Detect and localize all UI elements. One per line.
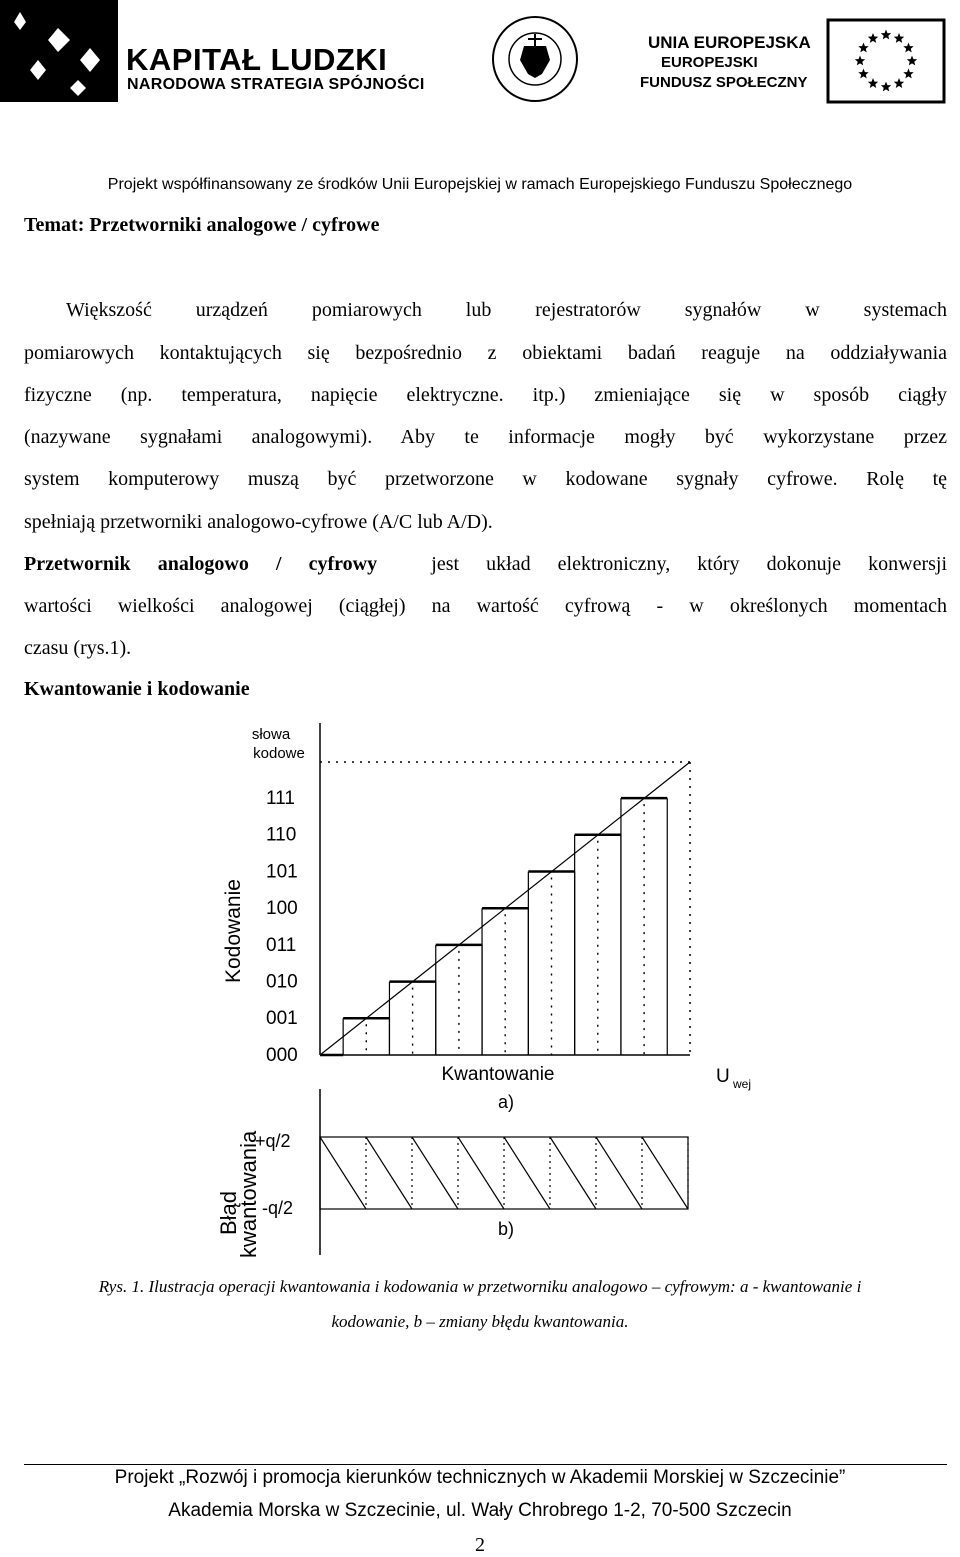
- definition-term: Przetwornik analogowo / cyfrowy: [24, 553, 378, 575]
- error-ramp: [550, 1137, 596, 1209]
- section-heading: Kwantowanie i kodowanie: [24, 678, 250, 700]
- code-label: 011: [266, 934, 297, 956]
- error-ramp: [366, 1137, 412, 1209]
- eu-flag-logo: [826, 18, 946, 104]
- paragraph-line: pomiarowych kontaktujących się bezpośrednio z obiektami badań reaguje na oddziaływania: [24, 342, 947, 364]
- x-axis-label: Kwantowanie: [441, 1064, 555, 1085]
- eu-title: UNIA EUROPEJSKA: [648, 33, 811, 52]
- paragraph-line: [24, 552, 947, 576]
- kapital-ludzki-logo: [0, 0, 130, 110]
- paragraph-line: Większość urządzeń pomiarowych lub rejestratorów sygnałów w systemach: [66, 299, 947, 321]
- paragraph-line: fizyczne (np. temperatura, napięcie elektryczne. itp.) zmieniające się w sposób ciągły: [24, 384, 947, 406]
- code-label: 100: [266, 898, 298, 920]
- error-ramp: [642, 1137, 688, 1209]
- y-axis-label: Kodowanie: [222, 879, 245, 983]
- figure-caption-line-1: Rys. 1. Ilustracja operacji kwantowania i kodowania w przetworniku analogowo – cyfrowym: a - kwantowanie i: [98, 1277, 862, 1296]
- eu-subtitle-2: FUNDUSZ SPOŁECZNY: [640, 74, 808, 91]
- eu-subtitle-1: EUROPEJSKI: [661, 54, 758, 71]
- error-ramp: [458, 1137, 504, 1209]
- code-label: 101: [266, 861, 298, 883]
- top-axis-label-1: słowa: [251, 726, 291, 743]
- x-axis-var: U: [716, 1066, 730, 1087]
- minus-q2-label: -q/2: [262, 1198, 294, 1218]
- error-ramp: [596, 1137, 642, 1209]
- quantization-figure: [200, 715, 752, 1265]
- footer-divider: [24, 1464, 947, 1465]
- kapital-ludzki-title: KAPITAŁ LUDZKI: [126, 42, 388, 77]
- paragraph-line: spełniają przetworniki analogowo-cyfrowe (A/C lub A/D).: [24, 511, 493, 533]
- panel-a-label: a): [497, 1092, 515, 1112]
- error-axis-label-1: Błąd: [216, 1190, 241, 1235]
- figure-caption-line-2: kodowanie, b – zmiany błędu kwantowania.: [331, 1312, 629, 1331]
- paragraph-line: (nazywane sygnałami analogowymi). Aby te informacje mogły być wykorzystane przez: [24, 426, 947, 448]
- code-label: 111: [266, 788, 295, 809]
- error-ramp: [320, 1137, 366, 1209]
- paragraph-line: system komputerowy muszą być przetworzone w kodowane sygnały cyfrowe. Rolę tę: [24, 468, 947, 490]
- page-title: Temat: Przetworniki analogowe / cyfrowe: [24, 214, 380, 236]
- plus-q2-label: +q/2: [255, 1131, 291, 1151]
- definition-text: jest układ elektroniczny, który dokonuje konwersji: [431, 553, 948, 575]
- error-ramp: [412, 1137, 458, 1209]
- code-label: 110: [266, 824, 297, 846]
- x-axis-var-sub: wej: [733, 1077, 752, 1091]
- page-number: 2: [475, 1534, 485, 1556]
- footer-address-line: Akademia Morska w Szczecinie, ul. Wały Chrobrego 1-2, 70-500 Szczecin: [168, 1500, 792, 1521]
- project-cofinancing-line: Projekt współfinansowany ze środków Unii Europejskiej w ramach Europejskiego Funduszu Społecznego: [107, 176, 853, 193]
- code-label: 000: [266, 1044, 298, 1066]
- paragraph-line: czasu (rys.1).: [24, 637, 132, 659]
- kapital-ludzki-subtitle: NARODOWA STRATEGIA SPÓJNOŚCI: [127, 76, 425, 93]
- paragraph-line: wartości wielkości analogowej (ciągłej) na wartość cyfrową - w określonych momentach: [24, 595, 947, 617]
- code-label: 001: [266, 1008, 298, 1030]
- error-ramp: [504, 1137, 550, 1209]
- top-axis-label-2: kodowe: [253, 745, 305, 762]
- panel-b-label: b): [497, 1219, 515, 1239]
- code-label: 010: [266, 971, 298, 993]
- error-axis-label-2: kwantowania: [236, 1130, 261, 1258]
- academy-seal-logo: [490, 14, 580, 104]
- footer-project-line: Projekt „Rozwój i promocja kierunków technicznych w Akademii Morskiej w Szczecinie”: [114, 1467, 846, 1488]
